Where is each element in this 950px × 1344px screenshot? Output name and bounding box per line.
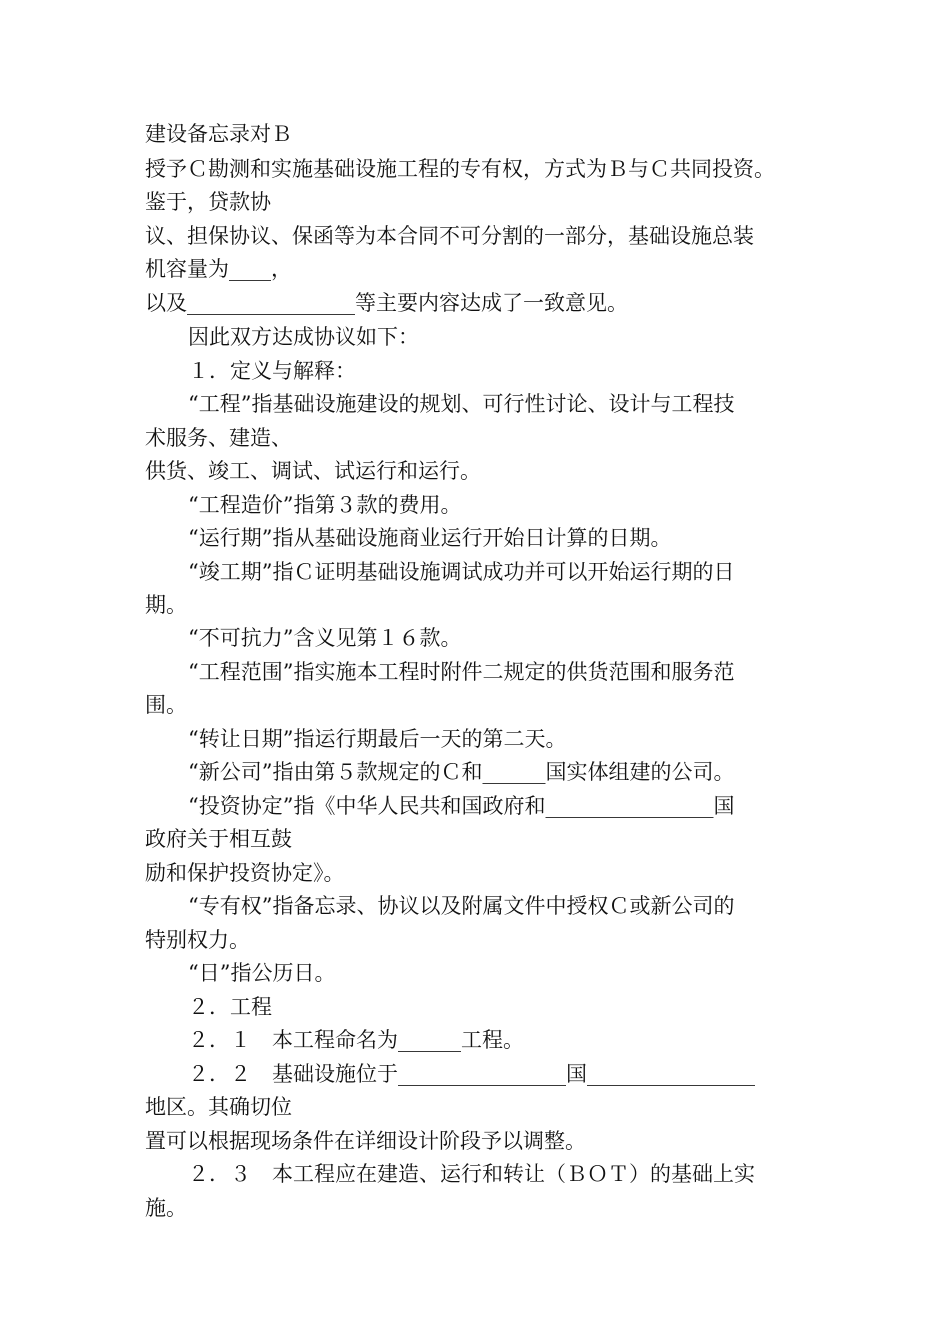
text-line: 授予Ｃ勘测和实施基础设施工程的专有权，方式为Ｂ与Ｃ共同投资。	[145, 157, 775, 181]
text-line: “不可抗力”含义见第１６款。	[188, 626, 462, 650]
text-line: “工程造价”指第３款的费用。	[188, 493, 462, 517]
text-line: 术服务、建造、	[145, 426, 292, 450]
text-line: 建设备忘录对Ｂ	[145, 122, 292, 146]
text-line: “工程范围”指实施本工程时附件二规定的供货范围和服务范	[188, 660, 735, 684]
text-line: 励和保护投资协定》。	[145, 861, 345, 885]
text-line: 政府关于相互鼓	[145, 827, 292, 851]
text-line: ２．３ 本工程应在建造、运行和转让（ＢＯＴ）的基础上实	[188, 1162, 755, 1186]
text-line: 鉴于，贷款协	[145, 190, 271, 214]
text-line: 施。	[145, 1196, 187, 1220]
text-line: ２．２ 基础设施位于________________国________________	[188, 1062, 755, 1086]
section-heading: １．定义与解释：	[188, 359, 356, 383]
text-line: 议、担保协议、保函等为本合同不可分割的一部分，基础设施总装	[145, 224, 754, 248]
section-heading: ２．工程	[188, 995, 272, 1019]
text-line: 因此双方达成协议如下：	[188, 325, 419, 349]
text-line: 置可以根据现场条件在详细设计阶段予以调整。	[145, 1129, 586, 1153]
text-line: “日”指公历日。	[188, 961, 336, 985]
text-line: “转让日期”指运行期最后一天的第二天。	[188, 727, 567, 751]
text-line: 供货、竣工、调试、试运行和运行。	[145, 459, 481, 483]
text-line: “竣工期”指Ｃ证明基础设施调试成功并可以开始运行期的日	[188, 560, 735, 584]
text-line: “新公司”指由第５款规定的Ｃ和______国实体组建的公司。	[188, 760, 735, 784]
text-line: 期。	[145, 593, 187, 617]
text-line: “投资协定”指《中华人民共和国政府和________________国	[188, 794, 735, 818]
text-line: “工程”指基础设施建设的规划、可行性讨论、设计与工程技	[188, 392, 735, 416]
text-line: 特别权力。	[145, 928, 250, 952]
text-line: ２．１ 本工程命名为______工程。	[188, 1028, 524, 1052]
text-line: “运行期”指从基础设施商业运行开始日计算的日期。	[188, 526, 672, 550]
text-line: 以及________________等主要内容达成了一致意见。	[145, 291, 628, 315]
text-line: 围。	[145, 693, 187, 717]
text-line: 地区。其确切位	[145, 1095, 292, 1119]
text-line: “专有权”指备忘录、协议以及附属文件中授权Ｃ或新公司的	[188, 894, 735, 918]
text-line: 机容量为____，	[145, 257, 292, 281]
